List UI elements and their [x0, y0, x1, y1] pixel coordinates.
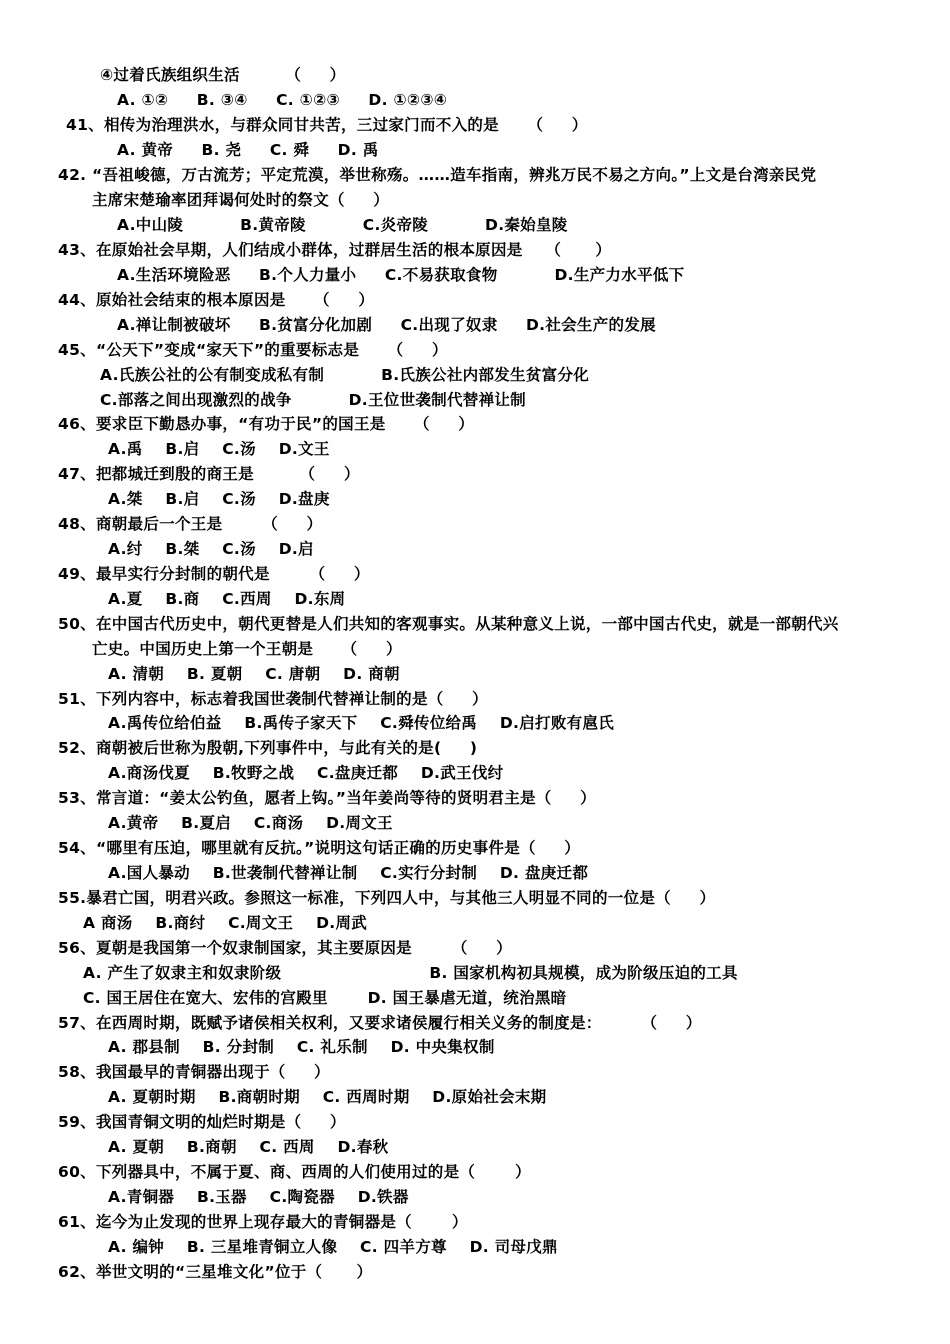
answer-options: A. 产生了奴隶主和奴隶阶级 B. 国家机构初具规模，成为阶级压迫的工具	[83, 964, 738, 982]
question-line: 53、常言道：“姜太公钓鱼，愿者上钩。”当年姜尚等待的贤明君主是（ ）	[58, 789, 596, 807]
question-line: 55.暴君亡国，明君兴政。参照这一标准，下列四人中，与其他三人明显不同的一位是（ ）	[58, 889, 716, 907]
answer-options: A.黄帝 B.夏启 C.商汤 D.周文王	[108, 814, 393, 832]
question-line: 41、相传为治理洪水，与群众同甘共苦，三过家门而不入的是 （ ）	[66, 116, 588, 134]
question-line: 61、迄今为止发现的世界上现存最大的青铜器是（ ）	[58, 1213, 468, 1231]
answer-options: A 商汤 B.商纣 C.周文王 D.周武	[83, 914, 368, 932]
answer-options: A.氏族公社的公有制变成私有制 B.氏族公社内部发生贫富分化	[100, 366, 590, 384]
answer-options: A.夏 B.商 C.西周 D.东周	[108, 590, 346, 608]
answer-options: A.禹 B.启 C.汤 D.文王	[108, 440, 330, 458]
question-line: 54、“哪里有压迫，哪里就有反抗。”说明这句话正确的历史事件是（ ）	[58, 839, 581, 857]
answer-options: A.桀 B.启 C.汤 D.盘庚	[108, 490, 330, 508]
question-line: 62、举世文明的“三星堆文化”位于（ ）	[58, 1263, 373, 1281]
answer-options: A. 黄帝 B. 尧 C. 舜 D. 禹	[117, 141, 379, 159]
question-line: 主席宋楚瑜率团拜谒何处时的祭文（ ）	[92, 191, 390, 209]
answer-options: C. 国王居住在宽大、宏伟的宫殿里 D. 国王暴虐无道，统治黑暗	[83, 989, 567, 1007]
question-line: 57、在西周时期，既赋予诸侯相关权利，又要求诸侯履行相关义务的制度是： （ ）	[58, 1014, 702, 1032]
answer-options: A.商汤伐夏 B.牧野之战 C.盘庚迁都 D.武王伐纣	[108, 764, 504, 782]
question-line: 48、商朝最后一个王是 （ ）	[58, 515, 323, 533]
answer-options: A.禅让制被破坏 B.贫富分化加剧 C.出现了奴隶 D.社会生产的发展	[117, 316, 656, 334]
answer-options: A.中山陵 B.黄帝陵 C.炎帝陵 D.秦始皇陵	[117, 216, 568, 234]
question-line: ④过着氏族组织生活 （ ）	[100, 66, 346, 84]
question-line: 51、下列内容中，标志着我国世袭制代替禅让制的是（ ）	[58, 690, 488, 708]
answer-options: A. 编钟 B. 三星堆青铜立人像 C. 四羊方尊 D. 司母戊鼎	[108, 1238, 558, 1256]
answer-options: A. 清朝 B. 夏朝 C. 唐朝 D. 商朝	[108, 665, 400, 683]
question-line: 60、下列器具中，不属于夏、商、西周的人们使用过的是（ ）	[58, 1163, 531, 1181]
question-line: 46、要求臣下勤恳办事，“有功于民”的国王是 （ ）	[58, 415, 475, 433]
answer-options: A.生活环境险恶 B.个人力量小 C.不易获取食物 D.生产力水平低下	[117, 266, 685, 284]
question-line: 47、把都城迁到殷的商王是 （ ）	[58, 465, 360, 483]
answer-options: A. 夏朝 B.商朝 C. 西周 D.春秋	[108, 1138, 389, 1156]
answer-options: A.禹传位给伯益 B.禹传子家天下 C.舜传位给禹 D.启打败有扈氏	[108, 714, 615, 732]
answer-options: C.部落之间出现激烈的战争 D.王位世袭制代替禅让制	[100, 391, 526, 409]
question-line: 56、夏朝是我国第一个奴隶制国家，其主要原因是 （ ）	[58, 939, 512, 957]
question-line: 亡史。中国历史上第一个王朝是 （ ）	[92, 640, 402, 658]
answer-options: A. 郡县制 B. 分封制 C. 礼乐制 D. 中央集权制	[108, 1038, 495, 1056]
question-line: 58、我国最早的青铜器出现于（ ）	[58, 1063, 330, 1081]
question-line: 50、在中国古代历史中，朝代更替是人们共知的客观事实。从某种意义上说，一部中国古代史，就是一部朝代兴	[58, 615, 839, 633]
question-line: 59、我国青铜文明的灿烂时期是（ ）	[58, 1113, 346, 1131]
question-line: 42. “吾祖峻德，万古流芳；平定荒漠，举世称殇。……造车指南，辨兆万民不易之方向。”上文是台湾亲民党	[58, 166, 817, 184]
answer-options: A. ①② B. ③④ C. ①②③ D. ①②③④	[117, 91, 448, 109]
answer-options: A.纣 B.桀 C.汤 D.启	[108, 540, 314, 558]
answer-options: A. 夏朝时期 B.商朝时期 C. 西周时期 D.原始社会末期	[108, 1088, 547, 1106]
question-line: 43、在原始社会早期，人们结成小群体，过群居生活的根本原因是 （ ）	[58, 241, 612, 259]
question-line: 52、商朝被后世称为殷朝,下列事件中，与此有关的是( )	[58, 739, 478, 757]
answer-options: A.青铜器 B.玉器 C.陶瓷器 D.铁器	[108, 1188, 409, 1206]
question-line: 45、“公天下”变成“家天下”的重要标志是 （ ）	[58, 341, 448, 359]
question-line: 44、原始社会结束的根本原因是 （ ）	[58, 291, 375, 309]
answer-options: A.国人暴动 B.世袭制代替禅让制 C.实行分封制 D. 盘庚迁都	[108, 864, 589, 882]
question-line: 49、最早实行分封制的朝代是 （ ）	[58, 565, 370, 583]
